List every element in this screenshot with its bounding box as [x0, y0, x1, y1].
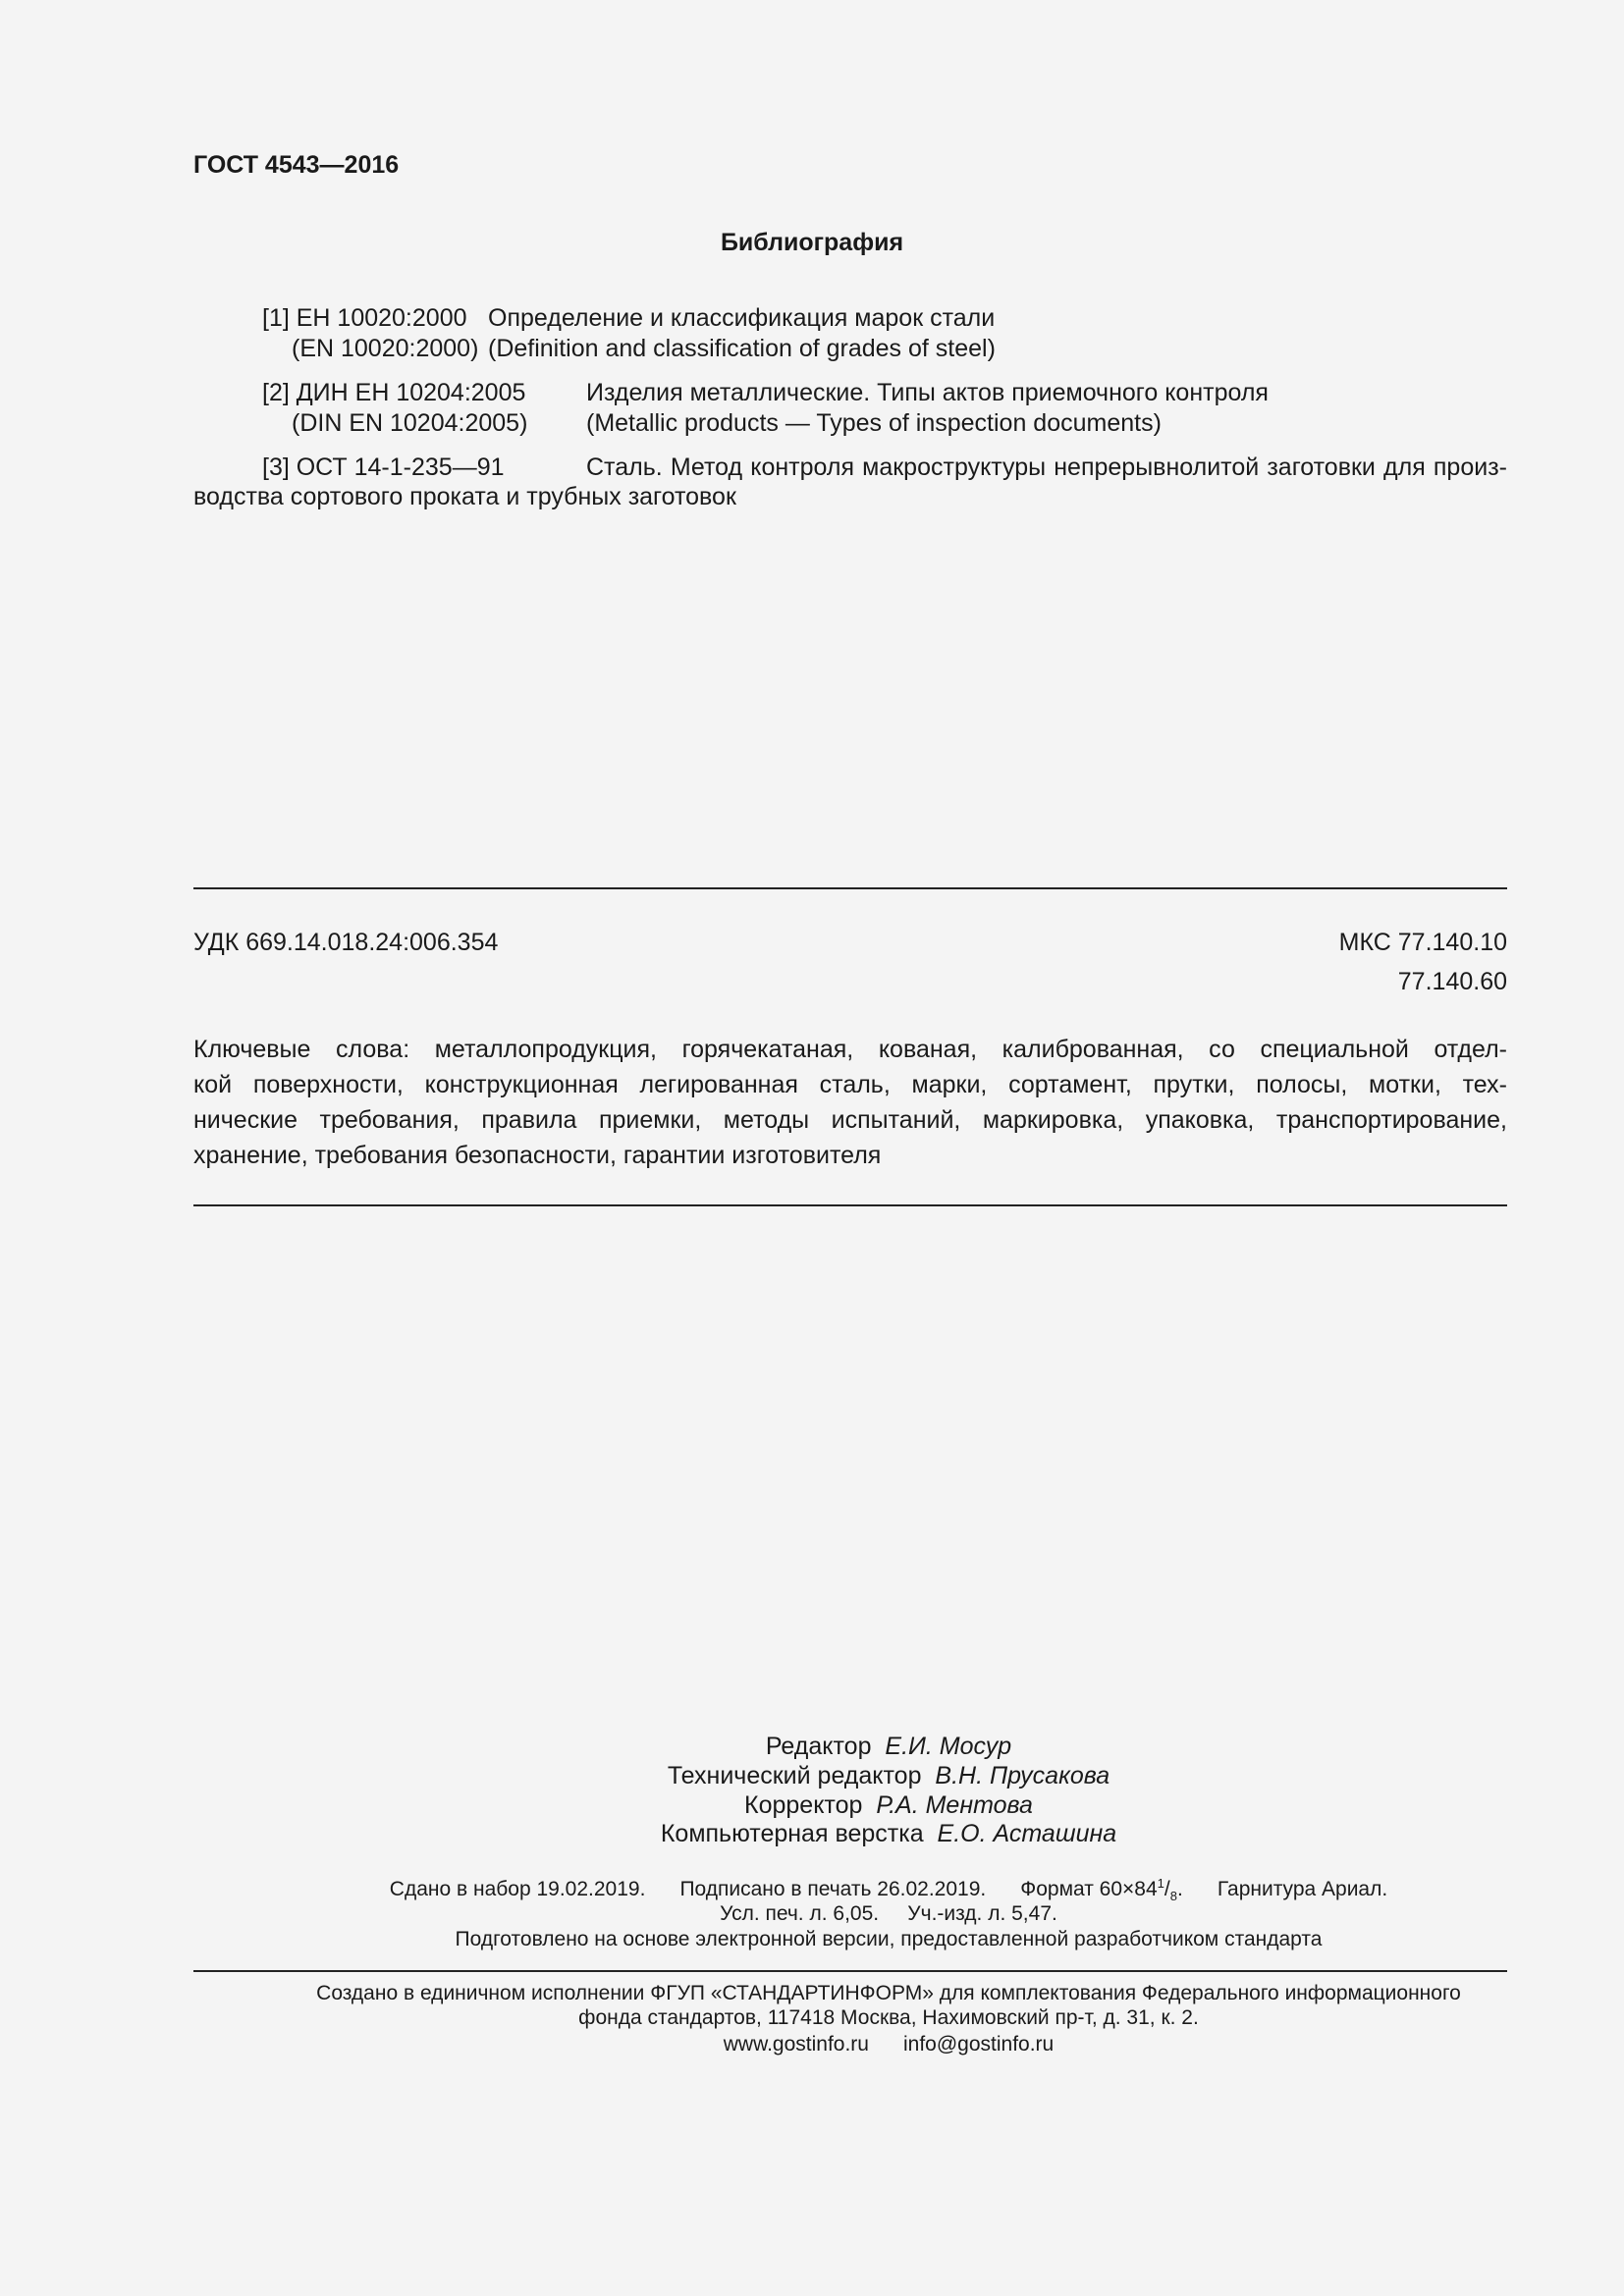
credit-role: Технический редактор [667, 1762, 922, 1789]
keywords-line: Ключевые слова: металлопродукция, горячекатаная, кованая, калиброванная, со специальной отдел- [193, 1036, 1507, 1063]
udk-code: УДК 669.14.018.24:006.354 [193, 929, 499, 956]
pub-sheets: Уч.-изд. л. 5,47. [907, 1902, 1057, 1925]
footer-line: фонда стандартов, 117418 Москва, Нахимовский пр-т, д. 31, к. 2. [578, 2006, 1199, 2029]
credit-name: Е.О. Асташина [937, 1820, 1117, 1847]
credit-name: Е.И. Мосур [885, 1733, 1012, 1760]
email-link[interactable]: info@gostinfo.ru [903, 2033, 1055, 2056]
ref-title: Изделия металлические. Типы актов приемочного контроля [586, 379, 1269, 406]
format: Формат 60×84 [1020, 1878, 1158, 1900]
imprint-line: Сдано в набор 19.02.2019. Подписано в печать 26.02.2019. Формат $60\times 84^1/_8$. Гарнитура Ариал. [389, 1876, 1388, 1904]
bibliography-title: Библиография [720, 229, 904, 256]
format-numerator: 1 [1157, 1876, 1164, 1891]
imprint-line [77, 1903, 1624, 1924]
credit-line [77, 1793, 1624, 1818]
credit-role: Редактор [765, 1733, 872, 1760]
ref-title-en: (Definition and classification of grades of steel) [488, 335, 996, 362]
signed-date: Подписано в печать 26.02.2019. [679, 1878, 987, 1900]
ref-code: [2] ДИН ЕН 10204:2005 [262, 379, 526, 406]
submitted-date: Сдано в набор 19.02.2019. [389, 1878, 646, 1900]
divider [193, 1204, 1507, 1206]
ref-title-en: (Metallic products — Types of inspection documents) [586, 409, 1162, 437]
keywords-line: нические требования, правила приемки, методы испытаний, маркировка, упаковка, транспортирование, [193, 1106, 1507, 1134]
credit-role: Корректор [744, 1791, 863, 1819]
keywords-line: кой поверхности, конструкционная легированная сталь, марки, сортамент, прутки, полосы, мотки, тех- [193, 1071, 1507, 1098]
credit-name: В.Н. Прусакова [935, 1762, 1110, 1789]
document-id: ГОСТ 4543—2016 [193, 151, 400, 179]
website-link[interactable]: www.gostinfo.ru [723, 2033, 869, 2056]
credit-line [77, 1764, 1624, 1789]
format-denominator: 8 [1169, 1889, 1177, 1904]
prepared-note: Подготовлено на основе электронной версии, предоставленной разработчиком стандарта [455, 1928, 1323, 1950]
ref-code-alt: (DIN EN 10204:2005) [292, 409, 528, 437]
keywords-line: хранение, требования безопасности, гарантии изготовителя [193, 1142, 882, 1169]
divider [193, 1970, 1507, 1972]
ref-code-alt: (EN 10020:2000) [292, 335, 479, 362]
typeface: Гарнитура Ариал. [1217, 1878, 1388, 1900]
mks-code: МКС 77.140.10 [1338, 929, 1507, 956]
divider [193, 887, 1507, 889]
print-sheets: Усл. печ. л. 6,05. [720, 1902, 880, 1925]
credit-line [77, 1822, 1624, 1846]
ref-code: [1] ЕН 10020:2000 [262, 304, 467, 332]
mks-code-2: 77.140.60 [1397, 968, 1507, 995]
footer-contacts [77, 2034, 1624, 2055]
credit-name: Р.А. Ментова [876, 1791, 1033, 1819]
ref-title: Сталь. Метод контроля макроструктуры непрерывнолитой заготовки для произ- [586, 454, 1507, 481]
credit-line [77, 1735, 1624, 1759]
ref-title-continued: водства сортового проката и трубных заготовок [193, 483, 736, 510]
credit-role: Компьютерная верстка [660, 1820, 924, 1847]
ref-title: Определение и классификация марок стали [488, 304, 996, 332]
ref-code: [3] ОСТ 14-1-235—91 [262, 454, 505, 481]
footer-line: Создано в единичном исполнении ФГУП «СТАНДАРТИНФОРМ» для комплектования Федерального информационного [316, 1982, 1461, 2004]
